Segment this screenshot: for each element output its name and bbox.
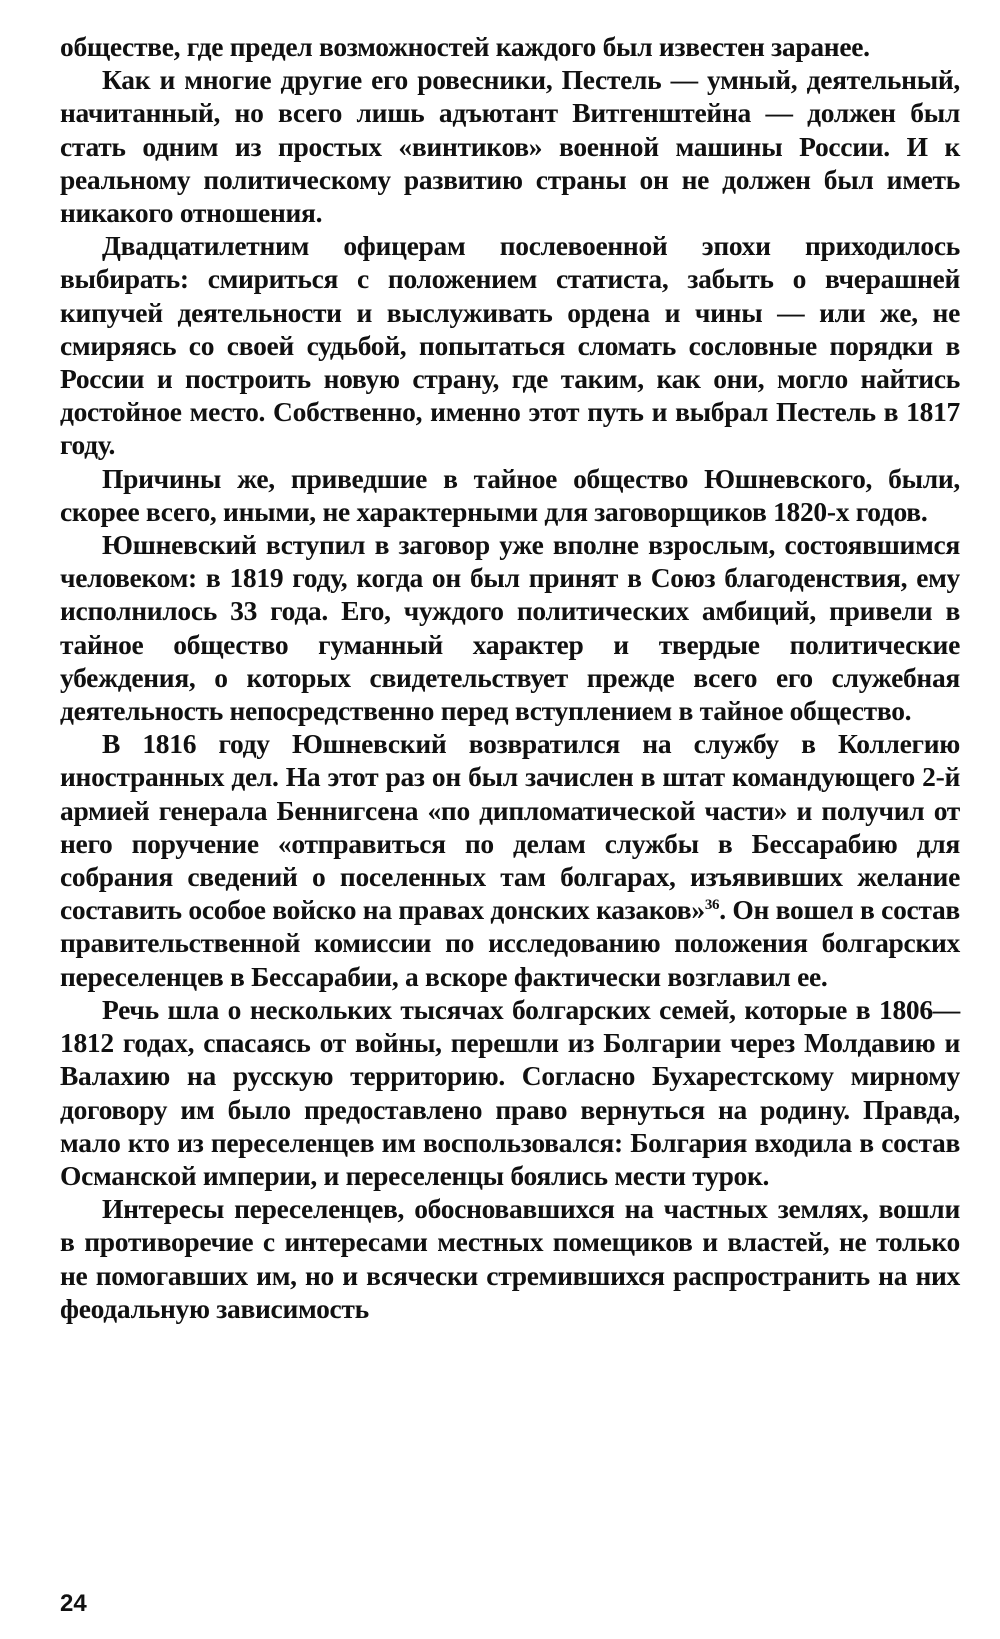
paragraph-bennigsen bbox=[60, 727, 960, 993]
paragraph-officers: Двадцатилетним офицерам послевоенной эпохи приходилось выбирать: смириться с положением статиста, забыть о вчерашней кипучей деятельности и выслуживать ордена и чины — или же, не смиряясь со своей судьбой, попытаться сломать сословные порядки в России и построить новую страну, где таким, как они, могло найтись достойное место. Собственно, именно этот путь и выбрал Пестель в 1817 году. bbox=[60, 230, 960, 461]
paragraph-bennigsen-text-end: . Он вошел в состав правительственной комиссии по исследованию положения болгарских переселенцев в Бессарабии, а вскоре фактически возглавил ее. bbox=[60, 894, 960, 992]
paragraph-continuation: обществе, где предел возможностей каждого был известен заранее. bbox=[60, 31, 870, 62]
footnote-reference[interactable]: 36 bbox=[704, 897, 720, 914]
page-body bbox=[60, 30, 960, 1325]
paragraph-settlers-interests: Интересы переселенцев, обосновавшихся на частных землях, вошли в противоречие с интересами местных помещиков и властей, не только не помогавших им, но и всячески стремившихся распространить на них феодальную зависимость bbox=[60, 1193, 960, 1324]
paragraph-bulgarian-families: Речь шла о нескольких тысячах болгарских семей, которые в 1806—1812 годах, спасаясь от войны, перешли из Болгарии через Молдавию и Валахию на русскую территорию. Согласно Бухарестскому мирному договору им было предоставлено право вернуться на родину. Правда, мало кто из переселенцев им воспользовался: Болгария входила в состав Османской империи, и переселенцы боялись мести турок. bbox=[60, 993, 960, 1191]
paragraph-bennigsen-text: В 1816 году Юшневский возвратился на службу в Коллегию иностранных дел. На этот раз он был зачислен в штат командующего 2-й армией генерала Беннигсена «по дипломатической части» и получил от него поручение «отправиться по делам службы в Бессарабию для собрания сведений о поселенных там болгарах, изъявивших желание составить особое войско на правах донских казаков» bbox=[60, 728, 960, 926]
paragraph-pestel: Как и многие другие его ровесники, Пестель — умный, деятельный, начитанный, но всего лишь адъютант Витгенштейна — должен был стать одним из простых «винтиков» военной машины России. И к реальному политическому развитию страны он не должен был иметь никакого отношения. bbox=[60, 64, 960, 229]
paragraph-yushnevsky: Юшневский вступил в заговор уже вполне взрослым, состоявшимся человеком: в 1819 году, когда он был принят в Союз благоденствия, ему исполнилось 33 года. Его, чуждого политических амбиций, привели в тайное общество гуманный характер и твердые политические убеждения, о которых свидетельствует прежде всего его служебная деятельность непосредственно перед вступлением в тайное общество. bbox=[60, 529, 960, 727]
paragraph-reasons: Причины же, приведшие в тайное общество Юшневского, были, скорее всего, иными, не характерными для заговорщиков 1820-х годов. bbox=[60, 462, 960, 527]
page-number: 24 bbox=[60, 1590, 87, 1617]
